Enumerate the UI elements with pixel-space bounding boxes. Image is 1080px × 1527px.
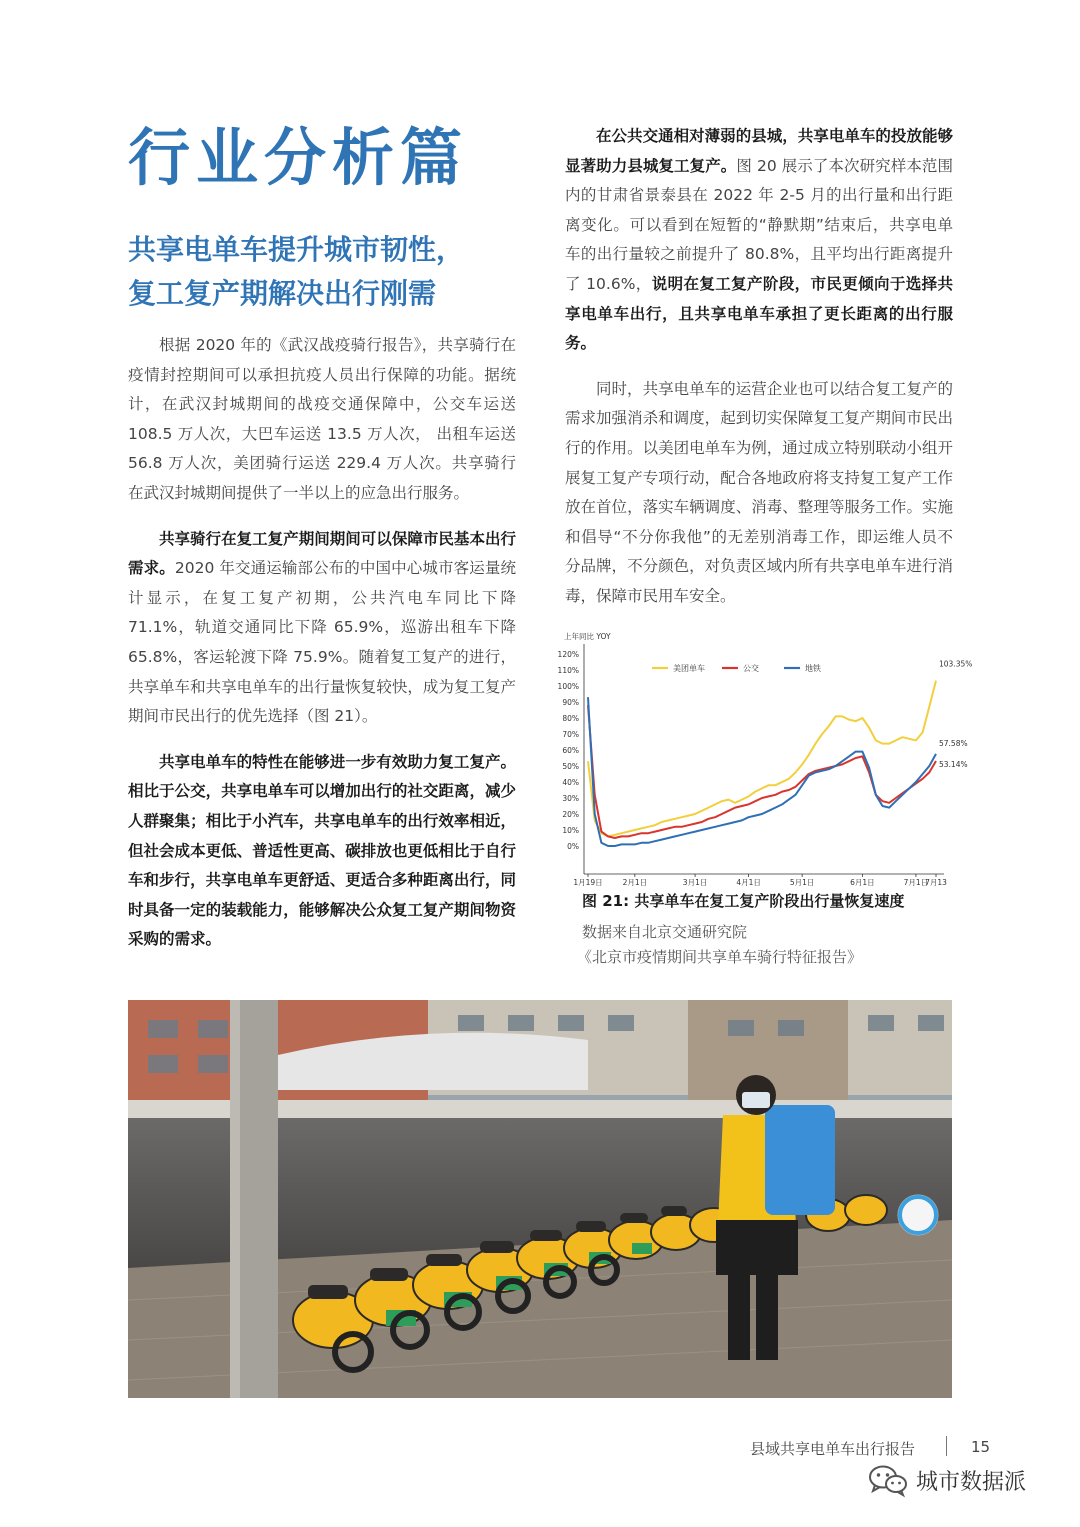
chart-legend-label: 公交 [743, 664, 759, 673]
chart-y-tick-label: 10% [562, 826, 579, 835]
headline-line1: 共享电单车提升城市韧性， [128, 233, 465, 266]
chart-end-value-label: 53.14% [939, 759, 968, 769]
left-column [128, 331, 516, 955]
headline-line2: 复工复产期解决出行刚需 [128, 277, 437, 310]
chart-x-tick-label: 7月13 [925, 878, 947, 887]
chart-y-tick-label: 0% [567, 842, 579, 851]
chart-y-tick-label: 100% [557, 682, 579, 691]
page-number: 15 [971, 1438, 991, 1456]
chart-x-tick-label: 3月1日 [682, 878, 708, 887]
left-paragraph-2-lead: 共享骑行在复工复产期间期间可以保障市民基本出行需求。 [128, 529, 516, 578]
chart-x-tick-label: 7月1日 [903, 878, 929, 887]
footer-report-title: 县域共享电单车出行报告 [750, 1440, 916, 1458]
chart-y-tick-label: 50% [562, 762, 579, 771]
chart-y-tick-label: 70% [562, 730, 579, 739]
chart-y-tick-label: 90% [562, 698, 579, 707]
watermark-text: 城市数据派 [916, 1469, 1027, 1495]
right-paragraph-1-body: 图 20 展示了本次研究样本范围内的甘肃省景泰县在 2022 年 2-5 月的出行量和出行距离变化。可以看到在短暂的“静默期”结束后，共享电单车的出行量较之前提升了 80.8%，且平均出行距离提升了 10.6%， [565, 156, 953, 293]
section-title: 行业分析篇 [128, 121, 469, 194]
chart-x-tick-label: 5月1日 [789, 878, 815, 887]
left-paragraph-3-bold: 共享电单车的特性在能够进一步有效助力复工复产。相比于公交，共享电单车可以增加出行的社交距离，减少人群聚集；相比于小汽车，共享电单车的出行效率相近，但社会成本更低、普适性更高、碳排放也更低相比于自行车和步行，共享电单车更舒适、更适合多种距离出行，同时具备一定的装载能力，能够解决公众复工复产期间物资采购的需求。 [128, 752, 516, 949]
figure-caption: 图 21: 共享单车在复工复产阶段出行量恢复速度 [582, 892, 905, 910]
chart-y-tick-label: 80% [562, 714, 579, 723]
photo-illustration [128, 1000, 952, 1398]
left-paragraph-3 [128, 748, 516, 955]
right-paragraph-1-lead: 在公共交通相对薄弱的县城，共享电单车的投放能够显著助力县城复工复产。 [565, 127, 953, 175]
watermark [868, 1462, 1026, 1498]
left-paragraph-1: 根据 2020 年的《武汉战疫骑行报告》，共享骑行在疫情封控期间可以承担抗疫人员出行保障的功能。据统计，在武汉封城期间的战疫交通保障中，公交车运送 108.5 万人次，大巴车运送 13.5 万人次， 出租车运送 56.8 万人次，美团骑行运送 229.4 万人次。共享骑行在武汉封城期间提供了一半以上的应急出行服务。 [128, 336, 516, 502]
chart-x-tick-label: 1月19日 [573, 878, 603, 887]
footer-separator [946, 1436, 947, 1456]
chart-series-line [588, 705, 936, 838]
right-paragraph-1-conclusion: 说明在复工复产阶段，市民更倾向于选择共享电单车出行，且共享电单车承担了更长距离的出行服务。 [565, 274, 953, 353]
right-paragraph-1 [565, 122, 953, 359]
chart-end-value-label: 57.58% [939, 738, 968, 748]
chart-y-tick-label: 60% [562, 746, 579, 755]
right-paragraph-2: 同时，共享电单车的运营企业也可以结合复工复产的需求加强消杀和调度，起到切实保障复工复产期间市民出行的作用。以美团电单车为例，通过成立特别联动小组开展复工复产专项行动，配合各地政府将支持复工复产工作放在首位，落实车辆调度、消毒、整理等服务工作。实施和倡导“不分你我他”的无差别消毒工作，即运维人员不分品牌，不分颜色，对负责区域内所有共享电单车进行消毒，保障市民用车安全。 [565, 379, 953, 605]
chart-y-tick-label: 110% [557, 666, 579, 675]
chart-x-tick-label: 2月1日 [622, 878, 648, 887]
chart-x-tick-label: 6月1日 [850, 878, 875, 887]
figure-source-line2: 《北京市疫情期间共享单车骑行特征报告》 [577, 948, 863, 966]
chart-x-tick-label: 4月1日 [736, 878, 761, 887]
left-paragraph-2-body: 2020 年交通运输部公布的中国中心城市客运量统计显示，在复工复产初期，公共汽电车同比下降 71.1%，轨道交通同比下降 65.9%，巡游出租车下降 65.8%，客运轮渡下降 75.9%。随着复工复产的进行，共享单车和共享电单车的出行量恢复较快，成为复工复产期间市民出行的优先选择（图 21）。 [128, 559, 516, 726]
chart-legend-label: 美团单车 [673, 664, 705, 673]
chart-legend-label: 地铁 [805, 664, 821, 673]
left-paragraph-2 [128, 525, 516, 732]
chart-y-axis-label: 上年同比 YOY [564, 632, 611, 641]
chart-y-tick-label: 40% [562, 778, 579, 787]
chart-y-tick-label: 20% [562, 810, 579, 819]
right-column [565, 122, 953, 612]
figure-source-line1: 数据来自北京交通研究院 [582, 923, 748, 941]
chart-y-tick-label: 120% [557, 650, 579, 659]
street-photo [128, 1000, 952, 1398]
yoy-line-chart [557, 628, 973, 890]
chart-y-tick-label: 30% [562, 794, 579, 803]
chart-end-value-label: 103.35% [939, 659, 973, 669]
wechat-icon [868, 1464, 908, 1496]
chart-series-line [588, 697, 936, 846]
